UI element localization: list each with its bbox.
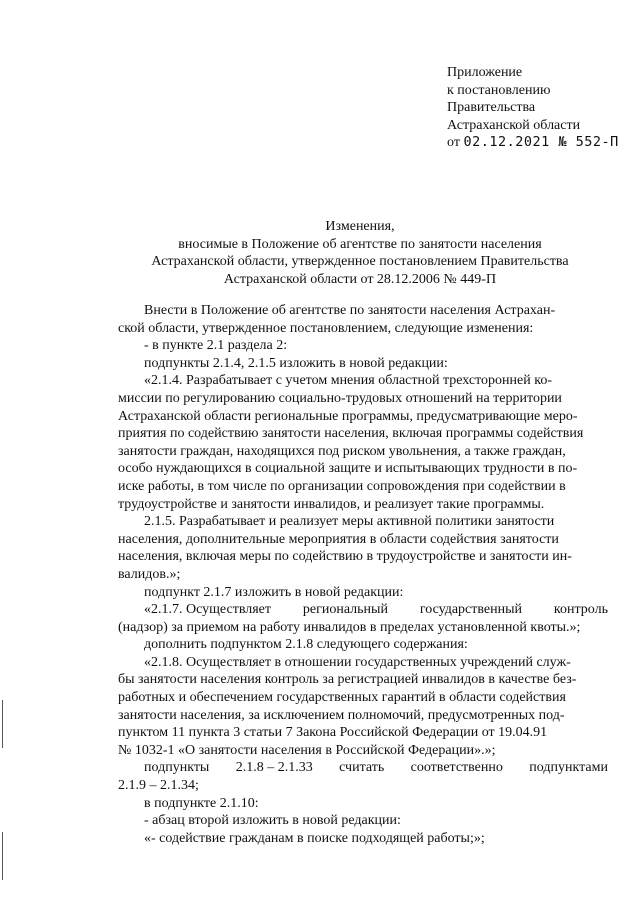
body-line: работных и обеспечением государственных гарантий в области содействия: [118, 690, 566, 706]
appendix-line: Правительства: [447, 100, 536, 115]
body-line: «2.1.4. Разрабатывает с учетом мнения областной трехсторонней ко-: [144, 373, 552, 389]
body-line: валидов.»;: [118, 566, 181, 582]
date-prefix: от: [447, 135, 460, 150]
spread-word: «2.1.7. Осуществляет: [144, 602, 271, 618]
appendix-line: Астраханской области: [447, 117, 581, 133]
body-line: занятости граждан, находящихся под риском увольнения, а также граждан,: [118, 443, 566, 459]
body-line: особо нуждающихся в социальной защите и испытывающих трудности в по-: [118, 461, 578, 477]
spread-word: 2.1.8 – 2.1.33: [235, 760, 313, 776]
appendix-line: к постановлению: [447, 82, 551, 98]
spread-word: государственный: [419, 602, 523, 618]
body-line: занятости населения, за исключением полномочий, предусмотренных под-: [118, 707, 565, 723]
body-line: ской области, утвержденное постановлением, следующие изменения:: [118, 320, 534, 336]
body-line-spread: [118, 601, 608, 619]
body-line: миссии по регулированию социально-трудовых отношений на территории: [118, 390, 562, 406]
handwritten-date-number: 02.12.2021 № 552-П: [463, 134, 619, 150]
spread-word: региональный: [302, 602, 388, 618]
spread-word: считать: [339, 760, 385, 776]
body-line: «2.1.8. Осуществляет в отношении государственных учреждений служ-: [144, 654, 571, 670]
scan-edge-mark: [2, 700, 3, 748]
body-line: иске работы, в том числе по организации сопровождения при содействии в: [118, 478, 566, 494]
title-line: Астраханской области от 28.12.2006 № 449-П: [223, 271, 497, 287]
scan-edge-mark: [2, 832, 3, 880]
body-line: Астраханской области региональные программы, предусматривающие меро-: [118, 408, 578, 424]
body-line: пунктом 11 пункта 3 статьи 7 Закона Российской Федерации от 19.04.91: [118, 725, 548, 741]
body-line-spread: [118, 759, 608, 777]
body-line: 2.1.9 – 2.1.34;: [118, 778, 199, 794]
body-line: населения, дополнительные мероприятия в области содействия занятости: [118, 531, 559, 547]
body-line: № 1032-1 «О занятости населения в Российской Федерации».»;: [118, 742, 496, 758]
body-line: 2.1.5. Разрабатывает и реализует меры активной политики занятости: [144, 514, 555, 530]
document-title: [110, 218, 610, 288]
title-line: Изменения,: [325, 219, 395, 234]
body-line: - в пункте 2.1 раздела 2:: [144, 338, 288, 354]
spread-word: контроль: [553, 602, 608, 618]
body-line: дополнить подпунктом 2.1.8 следующего содержания:: [144, 637, 468, 653]
document-body: [118, 302, 608, 847]
appendix-header: [447, 64, 619, 152]
body-line: - абзац второй изложить в новой редакции:: [144, 813, 401, 829]
spread-word: подпунктами: [529, 760, 608, 776]
body-line: «- содействие гражданам в поиске подходящей работы;»;: [144, 830, 485, 846]
body-line: подпункт 2.1.7 изложить в новой редакции:: [144, 584, 404, 600]
body-line: населения, включая меры по содействию в трудоустройстве и занятости ин-: [118, 549, 572, 565]
body-line: Внести в Положение об агентстве по занятости населения Астрахан-: [144, 303, 556, 318]
title-line: Астраханской области, утвержденное постановлением Правительства: [151, 254, 569, 269]
spread-word: соответственно: [410, 760, 503, 776]
body-line: (надзор) за приемом на работу инвалидов в пределах установленной квоты.»;: [118, 619, 581, 635]
appendix-line: Приложение: [447, 65, 523, 80]
body-line: приятия по содействию занятости населения, включая программы содействия: [118, 426, 584, 442]
body-line: бы занятости населения контроль за регистрацией инвалидов в качестве без-: [118, 672, 577, 688]
body-line: в подпункте 2.1.10:: [144, 795, 259, 811]
body-line: трудоустройстве и занятости инвалидов, и реализует такие программы.: [118, 496, 545, 512]
title-line: вносимые в Положение об агентстве по занятости населения: [178, 236, 542, 252]
body-line: подпункты 2.1.4, 2.1.5 изложить в новой редакции:: [144, 355, 448, 371]
spread-word: подпункты: [144, 760, 210, 776]
appendix-date-line: [447, 134, 619, 152]
